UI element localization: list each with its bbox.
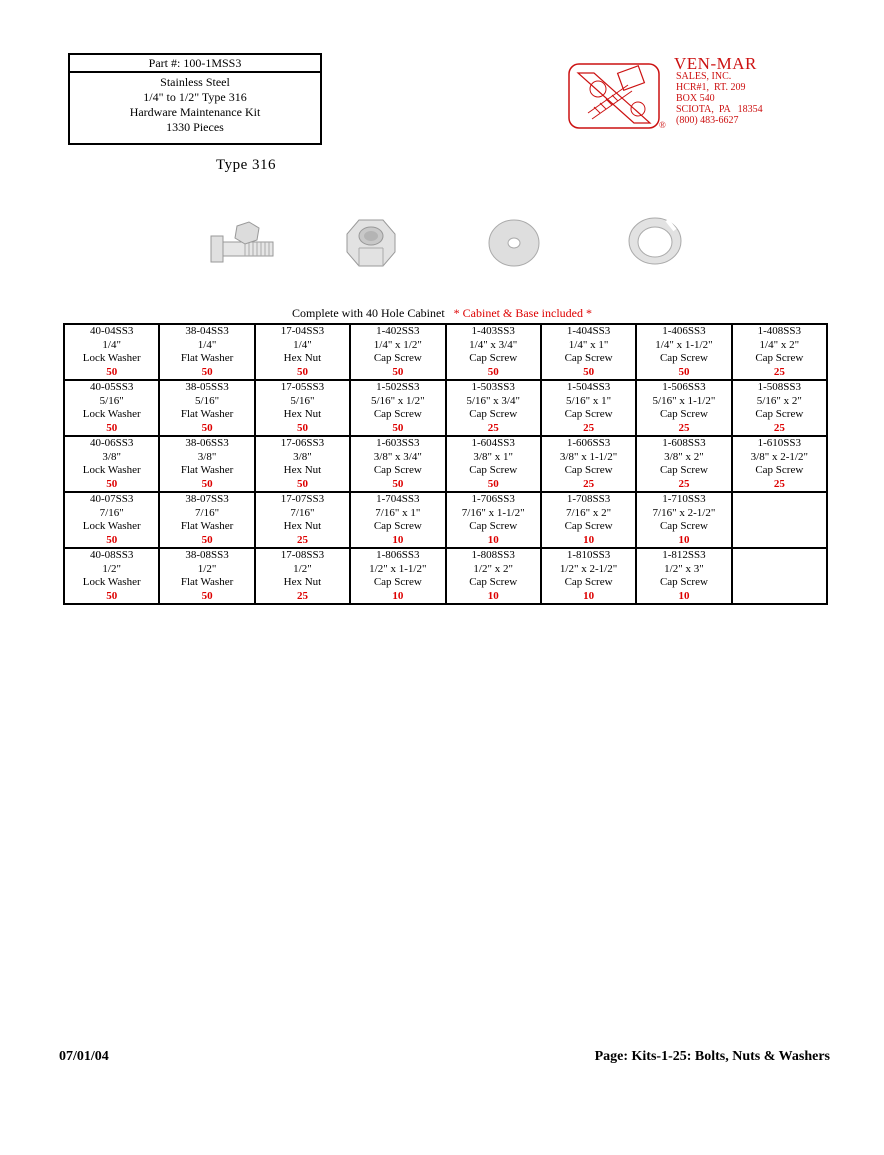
table-row — [64, 492, 827, 548]
part-description: Cap Screw — [659, 352, 708, 364]
part-cell — [732, 380, 827, 436]
part-quantity: 10 — [392, 589, 404, 602]
part-description: Cap Screw — [373, 520, 422, 532]
hex-nut-icon — [345, 218, 397, 268]
footer-page-label: Page: Kits-1-25: Bolts, Nuts & Washers — [594, 1049, 830, 1064]
parts-grid — [63, 323, 828, 605]
part-cell — [636, 436, 731, 492]
part-description: Cap Screw — [564, 464, 613, 476]
bolt-icon — [209, 216, 277, 264]
part-cell — [541, 492, 636, 548]
part-number: 1-808SS3 — [471, 549, 515, 561]
registered-mark: ® — [659, 120, 666, 130]
part-size: 1/2" — [197, 562, 217, 575]
part-quantity: 50 — [392, 477, 404, 490]
part-size: 7/16" x 1-1/2" — [461, 506, 525, 519]
part-size: 3/8" — [197, 450, 217, 463]
type-label: Type 316 — [216, 157, 277, 173]
part-quantity: 50 — [201, 477, 213, 490]
part-number: 1-404SS3 — [566, 325, 611, 337]
part-quantity: 25 — [583, 421, 595, 434]
part-size: 7/16" x 2" — [566, 506, 612, 519]
part-cell — [446, 548, 541, 604]
part-number: 1-406SS3 — [662, 325, 706, 337]
part-size: 3/8" x 3/4" — [373, 450, 422, 463]
desc-line-material: Stainless Steel — [160, 75, 230, 89]
part-number: 1-506SS3 — [662, 381, 706, 393]
part-number: 1-810SS3 — [566, 549, 611, 561]
part-size: 1/4" x 3/4" — [469, 338, 518, 351]
part-number: 1-706SS3 — [471, 493, 515, 505]
part-quantity: 50 — [201, 589, 213, 602]
part-number: 40-05SS3 — [89, 381, 134, 393]
desc-line-size-range: 1/4" to 1/2" Type 316 — [143, 90, 247, 104]
part-number: 38-07SS3 — [185, 493, 229, 505]
part-size: 5/16" x 1/2" — [371, 394, 425, 407]
logo-mark-icon — [568, 63, 660, 129]
part-cell — [541, 380, 636, 436]
part-number: 17-06SS3 — [280, 437, 325, 449]
part-description: Lock Washer — [82, 408, 141, 420]
part-description: Cap Screw — [469, 520, 518, 532]
part-cell — [636, 548, 731, 604]
part-quantity: 10 — [392, 533, 404, 546]
part-quantity: 50 — [201, 421, 213, 434]
part-size: 1/2" x 2-1/2" — [559, 562, 618, 575]
part-cell — [64, 548, 159, 604]
part-cell — [255, 436, 350, 492]
part-number: 1-606SS3 — [566, 437, 611, 449]
part-description: Lock Washer — [82, 352, 141, 364]
part-quantity: 50 — [106, 477, 118, 490]
part-size: 7/16" x 2-1/2" — [652, 506, 716, 519]
table-row — [64, 548, 827, 604]
part-quantity: 50 — [296, 421, 308, 434]
part-cell — [255, 548, 350, 604]
part-size: 7/16" — [99, 506, 124, 519]
part-number: 1-704SS3 — [376, 493, 420, 505]
lock-washer-icon — [625, 214, 685, 268]
part-size: 1/2" x 1-1/2" — [369, 562, 427, 575]
part-cell — [64, 324, 159, 380]
kit-description — [70, 73, 320, 135]
part-size: 1/4" x 1-1/2" — [655, 338, 713, 351]
part-description: Cap Screw — [659, 520, 708, 532]
part-quantity: 10 — [678, 533, 690, 546]
part-description: Hex Nut — [283, 408, 322, 420]
company-address: SALES, INC. HCR#1, RT. 209 BOX 540 SCIOTA, PA 18354 (800) 483-6627 — [676, 71, 763, 126]
part-cell — [350, 380, 445, 436]
part-description: Cap Screw — [469, 352, 518, 364]
part-quantity: 25 — [296, 589, 308, 602]
part-quantity: 50 — [201, 365, 213, 378]
part-quantity: 10 — [487, 533, 499, 546]
desc-line-kit-name: Hardware Maintenance Kit — [129, 105, 261, 119]
flat-washer-icon — [486, 218, 542, 268]
cabinet-caption — [0, 306, 884, 321]
part-description: Lock Washer — [82, 520, 141, 532]
part-number: 1-504SS3 — [566, 381, 611, 393]
part-size: 3/8" x 2-1/2" — [750, 450, 808, 463]
part-quantity: 25 — [678, 477, 690, 490]
table-row — [64, 380, 827, 436]
part-description: Cap Screw — [373, 408, 422, 420]
part-size: 7/16" x 1" — [375, 506, 421, 519]
part-number: 40-04SS3 — [89, 325, 134, 337]
part-cell — [159, 380, 254, 436]
part-size: 1/4" x 2" — [759, 338, 800, 351]
part-quantity: 25 — [773, 421, 785, 434]
part-number: 1-608SS3 — [662, 437, 706, 449]
part-size: 1/4" — [102, 338, 121, 351]
part-cell — [350, 436, 445, 492]
part-number: Part #: 100-1MSS3 — [70, 55, 320, 73]
part-cell — [636, 492, 731, 548]
part-size: 5/16" x 2" — [756, 394, 802, 407]
part-number: 17-08SS3 — [280, 549, 325, 561]
table-row — [64, 436, 827, 492]
part-number: 38-05SS3 — [185, 381, 229, 393]
part-quantity: 10 — [678, 589, 690, 602]
part-cell — [541, 436, 636, 492]
part-number: 1-710SS3 — [662, 493, 706, 505]
part-cell — [636, 380, 731, 436]
part-size: 1/4" x 1/2" — [373, 338, 422, 351]
part-description: Cap Screw — [564, 352, 613, 364]
caption-text: Complete with 40 Hole Cabinet — [292, 306, 445, 320]
part-cell — [255, 492, 350, 548]
part-cell — [350, 324, 445, 380]
part-quantity: 50 — [106, 589, 118, 602]
part-description: Cap Screw — [659, 408, 708, 420]
part-cell — [446, 324, 541, 380]
part-number: 40-07SS3 — [89, 493, 134, 505]
part-description: Cap Screw — [469, 408, 518, 420]
part-size: 3/8" — [102, 450, 121, 463]
part-description: Cap Screw — [564, 408, 613, 420]
part-cell — [541, 324, 636, 380]
part-cell — [446, 436, 541, 492]
part-quantity: 25 — [773, 477, 785, 490]
part-size: 7/16" — [195, 506, 220, 519]
part-size: 5/16" — [99, 394, 124, 407]
part-cell — [446, 492, 541, 548]
part-quantity: 50 — [296, 477, 308, 490]
part-description: Cap Screw — [755, 352, 804, 364]
part-quantity: 50 — [106, 533, 118, 546]
part-quantity: 50 — [678, 365, 690, 378]
part-description: Hex Nut — [283, 352, 322, 364]
part-cell — [159, 548, 254, 604]
part-cell — [64, 436, 159, 492]
table-row — [64, 324, 827, 380]
part-number: 17-07SS3 — [280, 493, 325, 505]
part-size: 5/16" x 3/4" — [466, 394, 520, 407]
part-number: 1-403SS3 — [471, 325, 515, 337]
part-size: 1/2" x 2" — [473, 562, 513, 575]
part-description: Flat Washer — [180, 520, 234, 532]
part-cell — [446, 380, 541, 436]
part-quantity: 50 — [106, 365, 118, 378]
part-size: 3/8" x 2" — [664, 450, 704, 463]
part-number: 17-04SS3 — [280, 325, 325, 337]
part-size: 3/8" x 1-1/2" — [559, 450, 618, 463]
part-cell — [64, 492, 159, 548]
part-description: Hex Nut — [283, 464, 322, 476]
part-size: 1/2" — [293, 562, 312, 575]
part-number: 1-806SS3 — [376, 549, 420, 561]
part-cell — [159, 324, 254, 380]
part-quantity: 50 — [392, 421, 404, 434]
part-quantity: 10 — [583, 533, 595, 546]
part-description: Cap Screw — [755, 464, 804, 476]
part-cell — [350, 548, 445, 604]
part-quantity: 25 — [678, 421, 690, 434]
part-info-box — [68, 53, 322, 145]
part-quantity: 50 — [201, 533, 213, 546]
company-logo — [568, 54, 828, 134]
part-quantity: 50 — [487, 477, 499, 490]
part-size: 1/4" x 1" — [568, 338, 609, 351]
part-cell — [541, 548, 636, 604]
part-cell — [732, 324, 827, 380]
part-description: Cap Screw — [564, 520, 613, 532]
part-description: Flat Washer — [180, 576, 234, 588]
part-description: Cap Screw — [469, 576, 518, 588]
part-number: 1-708SS3 — [566, 493, 611, 505]
part-quantity: 25 — [583, 477, 595, 490]
part-description: Cap Screw — [373, 576, 422, 588]
footer-date: 07/01/04 — [59, 1049, 109, 1064]
part-quantity: 25 — [296, 533, 308, 546]
part-description: Lock Washer — [82, 464, 141, 476]
part-cell — [255, 324, 350, 380]
desc-line-piece-count: 1330 Pieces — [166, 120, 224, 134]
company-name: VEN-MAR — [674, 54, 757, 73]
part-description: Flat Washer — [180, 464, 234, 476]
caption-note: * Cabinet & Base included * — [453, 306, 592, 320]
part-size: 5/16" — [290, 394, 315, 407]
part-description: Cap Screw — [659, 464, 708, 476]
part-description: Lock Washer — [82, 576, 141, 588]
part-cell — [350, 492, 445, 548]
part-cell — [64, 380, 159, 436]
part-description: Cap Screw — [373, 352, 422, 364]
part-number: 40-08SS3 — [89, 549, 134, 561]
part-quantity: 50 — [392, 365, 404, 378]
empty-cell — [732, 492, 827, 548]
part-cell — [159, 436, 254, 492]
part-size: 1/4" — [293, 338, 312, 351]
part-number: 40-06SS3 — [89, 437, 134, 449]
part-description: Hex Nut — [283, 576, 322, 588]
part-description: Hex Nut — [283, 520, 322, 532]
part-number: 1-508SS3 — [757, 381, 802, 393]
part-number: 1-502SS3 — [376, 381, 420, 393]
part-number: 1-812SS3 — [662, 549, 706, 561]
part-quantity: 10 — [583, 589, 595, 602]
part-description: Cap Screw — [659, 576, 708, 588]
part-number: 38-04SS3 — [185, 325, 229, 337]
part-description: Cap Screw — [373, 464, 422, 476]
part-quantity: 25 — [773, 365, 785, 378]
part-quantity: 50 — [296, 365, 308, 378]
part-description: Cap Screw — [755, 408, 804, 420]
part-size: 1/2" — [102, 562, 121, 575]
part-size: 5/16" x 1" — [566, 394, 612, 407]
part-number: 1-503SS3 — [471, 381, 515, 393]
part-description: Flat Washer — [180, 408, 234, 420]
part-quantity: 25 — [487, 421, 499, 434]
part-cell — [255, 380, 350, 436]
part-cell — [636, 324, 731, 380]
part-number: 38-08SS3 — [185, 549, 229, 561]
part-quantity: 50 — [487, 365, 499, 378]
part-number: 1-402SS3 — [376, 325, 420, 337]
part-quantity: 50 — [583, 365, 595, 378]
part-description: Cap Screw — [564, 576, 613, 588]
part-size: 3/8" x 1" — [473, 450, 513, 463]
part-size: 1/2" x 3" — [664, 562, 704, 575]
part-number: 17-05SS3 — [280, 381, 325, 393]
part-size: 5/16" x 1-1/2" — [652, 394, 716, 407]
part-number: 1-603SS3 — [376, 437, 420, 449]
part-cell — [732, 436, 827, 492]
part-number: 1-610SS3 — [757, 437, 802, 449]
part-description: Flat Washer — [180, 352, 234, 364]
part-size: 7/16" — [290, 506, 315, 519]
empty-cell — [732, 548, 827, 604]
part-size: 1/4" — [197, 338, 217, 351]
part-quantity: 50 — [106, 421, 118, 434]
part-size: 5/16" — [195, 394, 220, 407]
part-size: 3/8" — [293, 450, 312, 463]
part-description: Cap Screw — [469, 464, 518, 476]
part-number: 38-06SS3 — [185, 437, 229, 449]
part-number: 1-604SS3 — [471, 437, 515, 449]
part-number: 1-408SS3 — [757, 325, 802, 337]
part-cell — [159, 492, 254, 548]
part-quantity: 10 — [487, 589, 499, 602]
